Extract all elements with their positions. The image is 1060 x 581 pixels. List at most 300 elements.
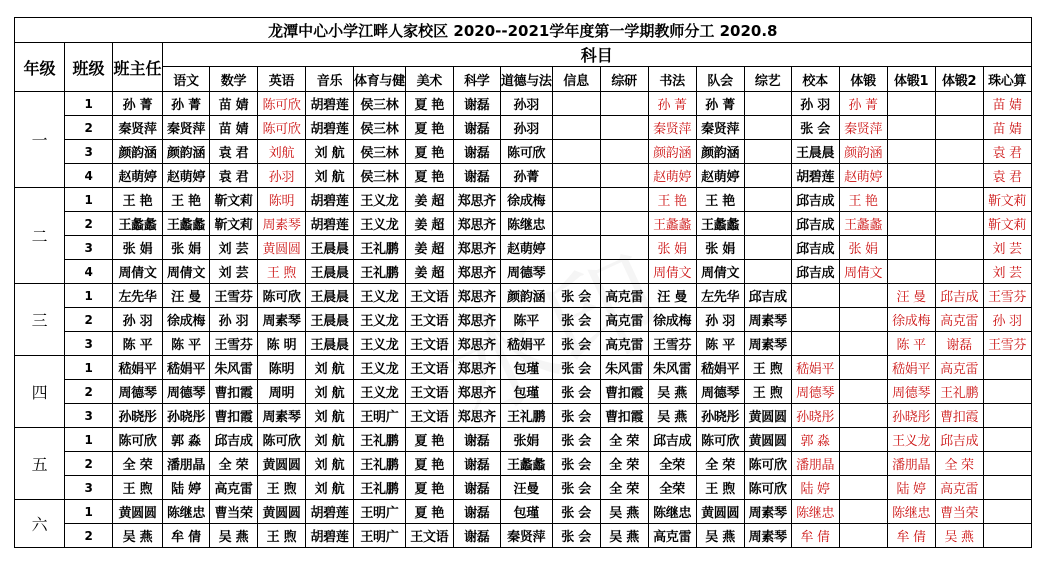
teacher-cell: 胡碧莲 — [306, 524, 354, 548]
teacher-cell: 周倩文 — [648, 260, 696, 284]
teacher-cell: 苗 婧 — [210, 116, 258, 140]
teacher-cell: 王晨晨 — [306, 284, 354, 308]
teacher-cell: 谢磊 — [453, 140, 500, 164]
teacher-cell: 孙菁 — [500, 164, 552, 188]
assignment-table — [14, 17, 1032, 548]
table-row — [15, 404, 1032, 428]
teacher-cell — [552, 140, 600, 164]
table-row — [15, 284, 1032, 308]
teacher-cell — [600, 140, 648, 164]
teacher-cell: 张 会 — [552, 524, 600, 548]
teacher-cell: 赵萌婷 — [500, 236, 552, 260]
teacher-cell: 王晨晨 — [306, 332, 354, 356]
teacher-cell: 秦贤萍 — [163, 116, 210, 140]
teacher-cell: 王 艳 — [696, 188, 744, 212]
headteacher-cell: 孙 羽 — [113, 308, 163, 332]
headteacher-cell: 陈 平 — [113, 332, 163, 356]
table-row — [15, 356, 1032, 380]
teacher-cell: 姜 超 — [405, 260, 453, 284]
class-number: 3 — [65, 236, 113, 260]
teacher-cell: 张 会 — [552, 380, 600, 404]
headteacher-cell: 颜韵涵 — [113, 140, 163, 164]
teacher-cell: 夏 艳 — [405, 92, 453, 116]
teacher-cell: 王明广 — [354, 404, 406, 428]
subject-header: 道德与法 — [500, 67, 552, 92]
teacher-cell — [935, 260, 983, 284]
teacher-cell: 邱吉成 — [648, 428, 696, 452]
teacher-cell: 高克雷 — [600, 284, 648, 308]
teacher-cell — [600, 116, 648, 140]
teacher-cell — [839, 284, 887, 308]
teacher-cell — [935, 164, 983, 188]
teacher-cell — [983, 452, 1031, 476]
teacher-cell: 王 煦 — [258, 476, 306, 500]
teacher-cell: 陈 平 — [887, 332, 935, 356]
teacher-cell — [983, 524, 1031, 548]
teacher-cell: 邱吉成 — [791, 188, 839, 212]
teacher-cell: 孙 菁 — [648, 92, 696, 116]
teacher-cell: 张 会 — [552, 476, 600, 500]
teacher-cell: 王义龙 — [887, 428, 935, 452]
teacher-cell: 谢磊 — [453, 500, 500, 524]
grade-header: 年级 — [15, 43, 65, 92]
teacher-cell: 左先华 — [696, 284, 744, 308]
teacher-cell — [744, 188, 791, 212]
teacher-cell: 王雪芬 — [210, 332, 258, 356]
teacher-cell: 陈可欣 — [258, 92, 306, 116]
teacher-cell: 周素琴 — [744, 500, 791, 524]
teacher-cell: 张 会 — [552, 500, 600, 524]
teacher-cell — [887, 140, 935, 164]
teacher-cell: 陈可欣 — [696, 428, 744, 452]
teacher-cell: 赵萌婷 — [696, 164, 744, 188]
teacher-cell: 高克雷 — [935, 476, 983, 500]
teacher-cell: 王文语 — [405, 284, 453, 308]
teacher-cell — [744, 212, 791, 236]
teacher-cell: 全 荣 — [600, 452, 648, 476]
teacher-cell: 黄圆圆 — [258, 236, 306, 260]
teacher-cell — [839, 308, 887, 332]
teacher-cell: 靳文莉 — [210, 212, 258, 236]
teacher-cell: 袁 君 — [210, 140, 258, 164]
headteacher-cell: 王蠡蠡 — [113, 212, 163, 236]
teacher-cell: 全 荣 — [600, 428, 648, 452]
teacher-cell: 陈 平 — [163, 332, 210, 356]
teacher-cell — [552, 92, 600, 116]
teacher-cell: 夏 艳 — [405, 428, 453, 452]
teacher-cell: 陆 婷 — [887, 476, 935, 500]
teacher-cell: 王蠡蠡 — [839, 212, 887, 236]
teacher-cell: 王 艳 — [839, 188, 887, 212]
headteacher-cell: 孙晓彤 — [113, 404, 163, 428]
teacher-cell — [791, 308, 839, 332]
teacher-cell: 陈可欣 — [744, 452, 791, 476]
teacher-cell: 吴 燕 — [935, 524, 983, 548]
teacher-cell — [935, 140, 983, 164]
table-row — [15, 428, 1032, 452]
teacher-cell: 刘 航 — [306, 164, 354, 188]
teacher-cell — [600, 260, 648, 284]
teacher-cell: 孙羽 — [500, 92, 552, 116]
teacher-cell: 赵萌婷 — [839, 164, 887, 188]
teacher-cell: 周德琴 — [887, 380, 935, 404]
teacher-cell — [887, 236, 935, 260]
headteacher-cell: 孙 菁 — [113, 92, 163, 116]
teacher-cell — [744, 164, 791, 188]
class-number: 2 — [65, 452, 113, 476]
teacher-cell: 周倩文 — [163, 260, 210, 284]
teacher-cell: 张 娟 — [839, 236, 887, 260]
teacher-cell: 朱风雷 — [648, 356, 696, 380]
teacher-cell: 王明广 — [354, 524, 406, 548]
teacher-cell: 王礼鹏 — [354, 260, 406, 284]
class-number: 3 — [65, 140, 113, 164]
teacher-cell: 侯三林 — [354, 116, 406, 140]
teacher-cell: 王晨晨 — [306, 236, 354, 260]
teacher-cell: 张娟 — [500, 428, 552, 452]
teacher-cell — [935, 116, 983, 140]
teacher-cell: 王文语 — [405, 308, 453, 332]
teacher-cell: 谢磊 — [453, 452, 500, 476]
teacher-cell: 陈可欣 — [500, 140, 552, 164]
teacher-cell: 靳文莉 — [983, 212, 1031, 236]
grade-label: 一 — [15, 92, 65, 188]
teacher-cell — [744, 236, 791, 260]
teacher-cell: 袁 君 — [983, 164, 1031, 188]
teacher-cell: 张 娟 — [696, 236, 744, 260]
teacher-cell — [552, 188, 600, 212]
teacher-cell: 周素琴 — [258, 212, 306, 236]
teacher-cell — [887, 116, 935, 140]
teacher-cell: 陈明 — [258, 356, 306, 380]
table-row — [15, 164, 1032, 188]
table-row — [15, 380, 1032, 404]
teacher-cell: 赵萌婷 — [163, 164, 210, 188]
teacher-cell: 谢磊 — [935, 332, 983, 356]
teacher-cell: 朱风雷 — [600, 356, 648, 380]
teacher-cell: 张 会 — [552, 428, 600, 452]
teacher-cell: 王礼鹏 — [500, 404, 552, 428]
teacher-cell: 王文语 — [405, 380, 453, 404]
teacher-cell: 嵇娟平 — [791, 356, 839, 380]
teacher-cell: 周明 — [258, 380, 306, 404]
class-number: 2 — [65, 380, 113, 404]
table-row — [15, 236, 1032, 260]
teacher-cell: 颜韵涵 — [163, 140, 210, 164]
teacher-cell: 张 会 — [552, 332, 600, 356]
headteacher-cell: 周倩文 — [113, 260, 163, 284]
teacher-cell: 夏 艳 — [405, 116, 453, 140]
teacher-cell: 王蠡蠡 — [696, 212, 744, 236]
teacher-cell: 王礼鹏 — [354, 476, 406, 500]
teacher-cell: 张 娟 — [648, 236, 696, 260]
teacher-cell — [791, 284, 839, 308]
class-number: 1 — [65, 92, 113, 116]
teacher-cell: 郭 淼 — [163, 428, 210, 452]
teacher-cell: 陈可欣 — [258, 428, 306, 452]
teacher-cell: 周素琴 — [744, 308, 791, 332]
teacher-cell: 刘 航 — [306, 356, 354, 380]
teacher-cell — [600, 212, 648, 236]
subject-header: 体锻 — [839, 67, 887, 92]
teacher-cell: 刘 芸 — [983, 236, 1031, 260]
teacher-cell: 王义龙 — [354, 188, 406, 212]
teacher-cell: 靳文莉 — [210, 188, 258, 212]
teacher-cell — [983, 500, 1031, 524]
teacher-cell — [983, 380, 1031, 404]
teacher-cell: 夏 艳 — [405, 500, 453, 524]
teacher-cell: 王义龙 — [354, 380, 406, 404]
teacher-cell: 刘 航 — [306, 404, 354, 428]
teacher-cell: 曹扣霞 — [210, 380, 258, 404]
teacher-cell — [600, 236, 648, 260]
teacher-cell: 郑思齐 — [453, 188, 500, 212]
teacher-cell: 牟 倩 — [791, 524, 839, 548]
teacher-cell — [935, 92, 983, 116]
teacher-cell: 徐成梅 — [887, 308, 935, 332]
teacher-cell: 徐成梅 — [163, 308, 210, 332]
teacher-cell: 孙 菁 — [839, 92, 887, 116]
teacher-cell: 刘 航 — [306, 452, 354, 476]
teacher-cell: 高克雷 — [935, 356, 983, 380]
subject-header: 体育与健 — [354, 67, 406, 92]
teacher-cell: 张 会 — [552, 284, 600, 308]
teacher-cell: 郑思齐 — [453, 212, 500, 236]
teacher-cell — [600, 164, 648, 188]
teacher-cell: 陆 婷 — [791, 476, 839, 500]
teacher-cell: 谢磊 — [453, 476, 500, 500]
teacher-cell — [935, 212, 983, 236]
teacher-cell: 吴 燕 — [210, 524, 258, 548]
teacher-cell: 王晨晨 — [306, 260, 354, 284]
teacher-cell: 高克雷 — [935, 308, 983, 332]
teacher-cell — [600, 92, 648, 116]
table-row — [15, 332, 1032, 356]
teacher-cell: 胡碧莲 — [791, 164, 839, 188]
teacher-cell: 孙羽 — [500, 116, 552, 140]
teacher-cell: 孙 羽 — [791, 92, 839, 116]
subject-header: 数学 — [210, 67, 258, 92]
class-number: 2 — [65, 212, 113, 236]
teacher-cell: 黄圆圆 — [744, 404, 791, 428]
teacher-cell: 牟 倩 — [163, 524, 210, 548]
subject-header: 音乐 — [306, 67, 354, 92]
teacher-cell: 苗 婧 — [210, 92, 258, 116]
teacher-cell: 谢磊 — [453, 92, 500, 116]
teacher-cell: 全荣 — [648, 452, 696, 476]
teacher-cell — [839, 500, 887, 524]
subject-header: 珠心算 — [983, 67, 1031, 92]
teacher-cell: 黄圆圆 — [696, 500, 744, 524]
teacher-cell: 王文语 — [405, 404, 453, 428]
class-number: 2 — [65, 116, 113, 140]
teacher-cell — [983, 476, 1031, 500]
teacher-cell — [791, 332, 839, 356]
teacher-cell: 曹扣霞 — [210, 404, 258, 428]
teacher-cell: 嵇娟平 — [500, 332, 552, 356]
headteacher-cell: 嵇娟平 — [113, 356, 163, 380]
headteacher-cell: 赵萌婷 — [113, 164, 163, 188]
teacher-cell: 周素琴 — [258, 404, 306, 428]
teacher-cell: 周德琴 — [791, 380, 839, 404]
teacher-cell: 高克雷 — [210, 476, 258, 500]
teacher-cell — [935, 236, 983, 260]
grade-label: 六 — [15, 500, 65, 548]
teacher-cell — [839, 428, 887, 452]
teacher-cell: 王义龙 — [354, 308, 406, 332]
teacher-cell: 高克雷 — [648, 524, 696, 548]
teacher-cell: 徐成梅 — [648, 308, 696, 332]
teacher-cell: 包瑾 — [500, 500, 552, 524]
teacher-cell: 陈平 — [500, 308, 552, 332]
teacher-cell: 周素琴 — [744, 524, 791, 548]
subject-header: 队会 — [696, 67, 744, 92]
teacher-cell: 王义龙 — [354, 356, 406, 380]
teacher-cell: 曹扣霞 — [935, 404, 983, 428]
teacher-cell — [839, 356, 887, 380]
teacher-cell: 周德琴 — [696, 380, 744, 404]
teacher-cell: 吴 燕 — [600, 500, 648, 524]
headteacher-cell: 周德琴 — [113, 380, 163, 404]
teacher-cell: 苗 婧 — [983, 92, 1031, 116]
teacher-cell: 王雪芬 — [983, 284, 1031, 308]
teacher-cell: 陈可欣 — [744, 476, 791, 500]
teacher-cell: 陈继忠 — [500, 212, 552, 236]
class-number: 1 — [65, 284, 113, 308]
teacher-cell: 颜韵涵 — [648, 140, 696, 164]
teacher-cell: 曹扣霞 — [600, 404, 648, 428]
teacher-cell: 王义龙 — [354, 284, 406, 308]
table-row — [15, 140, 1032, 164]
teacher-cell: 郑思齐 — [453, 308, 500, 332]
teacher-cell: 郑思齐 — [453, 404, 500, 428]
teacher-cell: 王 煦 — [744, 380, 791, 404]
teacher-cell: 潘朋晶 — [163, 452, 210, 476]
teacher-cell — [552, 236, 600, 260]
teacher-cell: 胡碧莲 — [306, 92, 354, 116]
teacher-cell: 汪曼 — [500, 476, 552, 500]
teacher-cell — [983, 404, 1031, 428]
class-header: 班级 — [65, 43, 113, 92]
grade-label: 五 — [15, 428, 65, 500]
teacher-assignment-sheet — [14, 17, 1032, 548]
teacher-cell: 邱吉成 — [791, 212, 839, 236]
teacher-cell: 胡碧莲 — [306, 116, 354, 140]
grade-label: 四 — [15, 356, 65, 428]
teacher-cell: 袁 君 — [983, 140, 1031, 164]
teacher-cell: 邱吉成 — [744, 284, 791, 308]
teacher-cell: 嵇娟平 — [887, 356, 935, 380]
teacher-cell — [839, 452, 887, 476]
teacher-cell: 姜 超 — [405, 236, 453, 260]
teacher-cell: 邱吉成 — [210, 428, 258, 452]
teacher-cell: 全荣 — [648, 476, 696, 500]
teacher-cell: 郭 淼 — [791, 428, 839, 452]
teacher-cell: 刘 航 — [306, 476, 354, 500]
subject-header: 语文 — [163, 67, 210, 92]
teacher-cell: 赵萌婷 — [648, 164, 696, 188]
teacher-cell: 邱吉成 — [935, 428, 983, 452]
teacher-cell — [887, 260, 935, 284]
teacher-cell: 朱风雷 — [210, 356, 258, 380]
teacher-cell: 吴 燕 — [696, 524, 744, 548]
subject-header: 美术 — [405, 67, 453, 92]
class-number: 4 — [65, 260, 113, 284]
teacher-cell: 陆 婷 — [163, 476, 210, 500]
teacher-cell: 孙羽 — [258, 164, 306, 188]
teacher-cell: 张 会 — [791, 116, 839, 140]
teacher-cell: 孙 菁 — [163, 92, 210, 116]
teacher-cell — [600, 188, 648, 212]
teacher-cell — [552, 260, 600, 284]
teacher-cell: 王礼鹏 — [354, 236, 406, 260]
teacher-cell: 王雪芬 — [983, 332, 1031, 356]
teacher-cell: 孙晓彤 — [163, 404, 210, 428]
teacher-cell: 夏 艳 — [405, 452, 453, 476]
teacher-cell: 刘 航 — [306, 428, 354, 452]
subject-header-row — [15, 67, 1032, 92]
teacher-cell: 高克雷 — [600, 332, 648, 356]
teacher-cell: 潘朋晶 — [887, 452, 935, 476]
sheet-title: 龙潭中心小学江畔人家校区 2020--2021学年度第一学期教师分工 2020.8 — [15, 18, 1032, 43]
teacher-cell: 秦贤萍 — [839, 116, 887, 140]
teacher-cell — [887, 164, 935, 188]
teacher-cell: 曹扣霞 — [600, 380, 648, 404]
headteacher-cell: 王 艳 — [113, 188, 163, 212]
table-row — [15, 212, 1032, 236]
teacher-cell: 全 荣 — [210, 452, 258, 476]
class-number: 3 — [65, 476, 113, 500]
teacher-cell: 徐成梅 — [500, 188, 552, 212]
teacher-cell: 颜韵涵 — [696, 140, 744, 164]
teacher-cell: 张 会 — [552, 356, 600, 380]
teacher-cell: 袁 君 — [210, 164, 258, 188]
grade-label: 二 — [15, 188, 65, 284]
teacher-cell: 胡碧莲 — [306, 500, 354, 524]
teacher-cell — [552, 212, 600, 236]
teacher-cell — [839, 524, 887, 548]
headteacher-cell: 全 荣 — [113, 452, 163, 476]
table-row — [15, 452, 1032, 476]
teacher-cell — [552, 164, 600, 188]
table-row — [15, 188, 1032, 212]
teacher-cell: 靳文莉 — [983, 188, 1031, 212]
teacher-cell: 王 煦 — [258, 524, 306, 548]
teacher-cell: 曹当荣 — [935, 500, 983, 524]
teacher-cell: 夏 艳 — [405, 476, 453, 500]
class-number: 1 — [65, 428, 113, 452]
subject-header: 科学 — [453, 67, 500, 92]
teacher-cell: 黄圆圆 — [258, 452, 306, 476]
teacher-cell: 张 娟 — [163, 236, 210, 260]
teacher-cell: 刘 芸 — [210, 236, 258, 260]
teacher-cell: 夏 艳 — [405, 164, 453, 188]
teacher-cell: 孙晓彤 — [791, 404, 839, 428]
teacher-cell: 陈继忠 — [163, 500, 210, 524]
teacher-cell: 全 荣 — [600, 476, 648, 500]
teacher-cell: 陈可欣 — [258, 116, 306, 140]
teacher-cell: 胡碧莲 — [306, 188, 354, 212]
teacher-cell: 周倩文 — [696, 260, 744, 284]
subject-header: 综研 — [600, 67, 648, 92]
teacher-cell: 王义龙 — [354, 212, 406, 236]
teacher-cell — [983, 356, 1031, 380]
teacher-cell — [744, 116, 791, 140]
subjects-group-header: 科目 — [163, 43, 1032, 67]
teacher-cell: 侯三林 — [354, 140, 406, 164]
teacher-cell — [983, 428, 1031, 452]
title-row — [15, 18, 1032, 43]
